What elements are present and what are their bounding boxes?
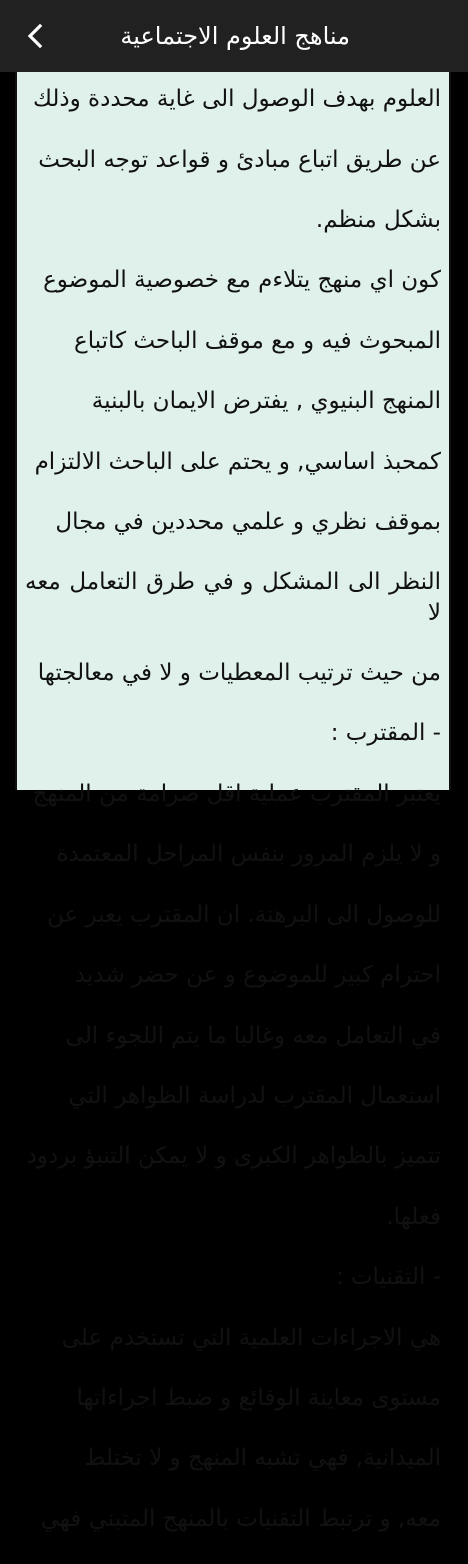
chevron-left-icon [20,20,52,52]
article-line: بموقف نظري و علمي محددين في مجال [55,509,441,536]
article-container[interactable] [10,72,456,1532]
article-page [15,72,451,1532]
article-line: معه, و ترتبط التقنيات بالمنهج المتبني فهي [40,1505,441,1532]
article-line: في التعامل معه وغالبا ما يتم اللجوء الى [65,1022,441,1049]
article-line: العلوم بهدف الوصول الى غاية محددة وذلك [32,86,441,113]
article-line: كمحبذ اساسي, و يحتم على الباحث الالتزام [34,448,441,475]
article-line: فعلها. [386,1203,441,1230]
article-line: استعمال المقترب لدراسة الظواهر التي [68,1082,441,1109]
article-text [25,54,441,1564]
article-line: بشكل منظم. [315,207,441,234]
article-line: تتميز بالظواهر الكبرى و لا يمكن التنبؤ بردود [26,1143,441,1170]
article-line: يعتبر المقترب عملية اقل صرامة من المنهج [32,780,441,807]
article-line: و لا يلزم المرور بنفس المراحل المعتمدة [56,841,441,868]
section-heading: - المقترب : [330,720,441,747]
article-line: من حيث ترتيب المعطيات و لا في معالجتها [37,660,441,687]
article-line: المبحوث فيه و مع موقف الباحث كاتباع [73,327,441,354]
article-line: مستوى معاينة الوقائع و ضبط اجراءاتها [76,1384,441,1411]
article-line: الميدانية, فهي تشبه المنهج و لا تختلط [84,1445,441,1472]
article-line: المنهج البنيوي , يفترض الايمان بالبنية [91,388,441,415]
article-line: هي الاجراءات العلمية التي تستخدم على [61,1324,441,1351]
article-line: عن طريق اتباع مبادئ و قواعد توجه البحث [38,146,441,173]
section-heading: - التقنيات : [335,1264,441,1291]
article-line: كون اي منهج يتلاءم مع خصوصية الموضوع [43,267,441,294]
article-line: النظر الى المشكل و في طرق التعامل معه لا [25,569,441,626]
page-title: مناهج العلوم الاجتماعية [120,22,350,50]
back-button[interactable] [20,20,52,52]
article-line: احترام كبير للموضوع و عن حضر شديد [74,962,441,989]
page-border-left [15,72,17,790]
article-line: للوصول الى البرهنة. ان المقترب يعبر عن [46,901,441,928]
page-border-right [449,72,451,790]
